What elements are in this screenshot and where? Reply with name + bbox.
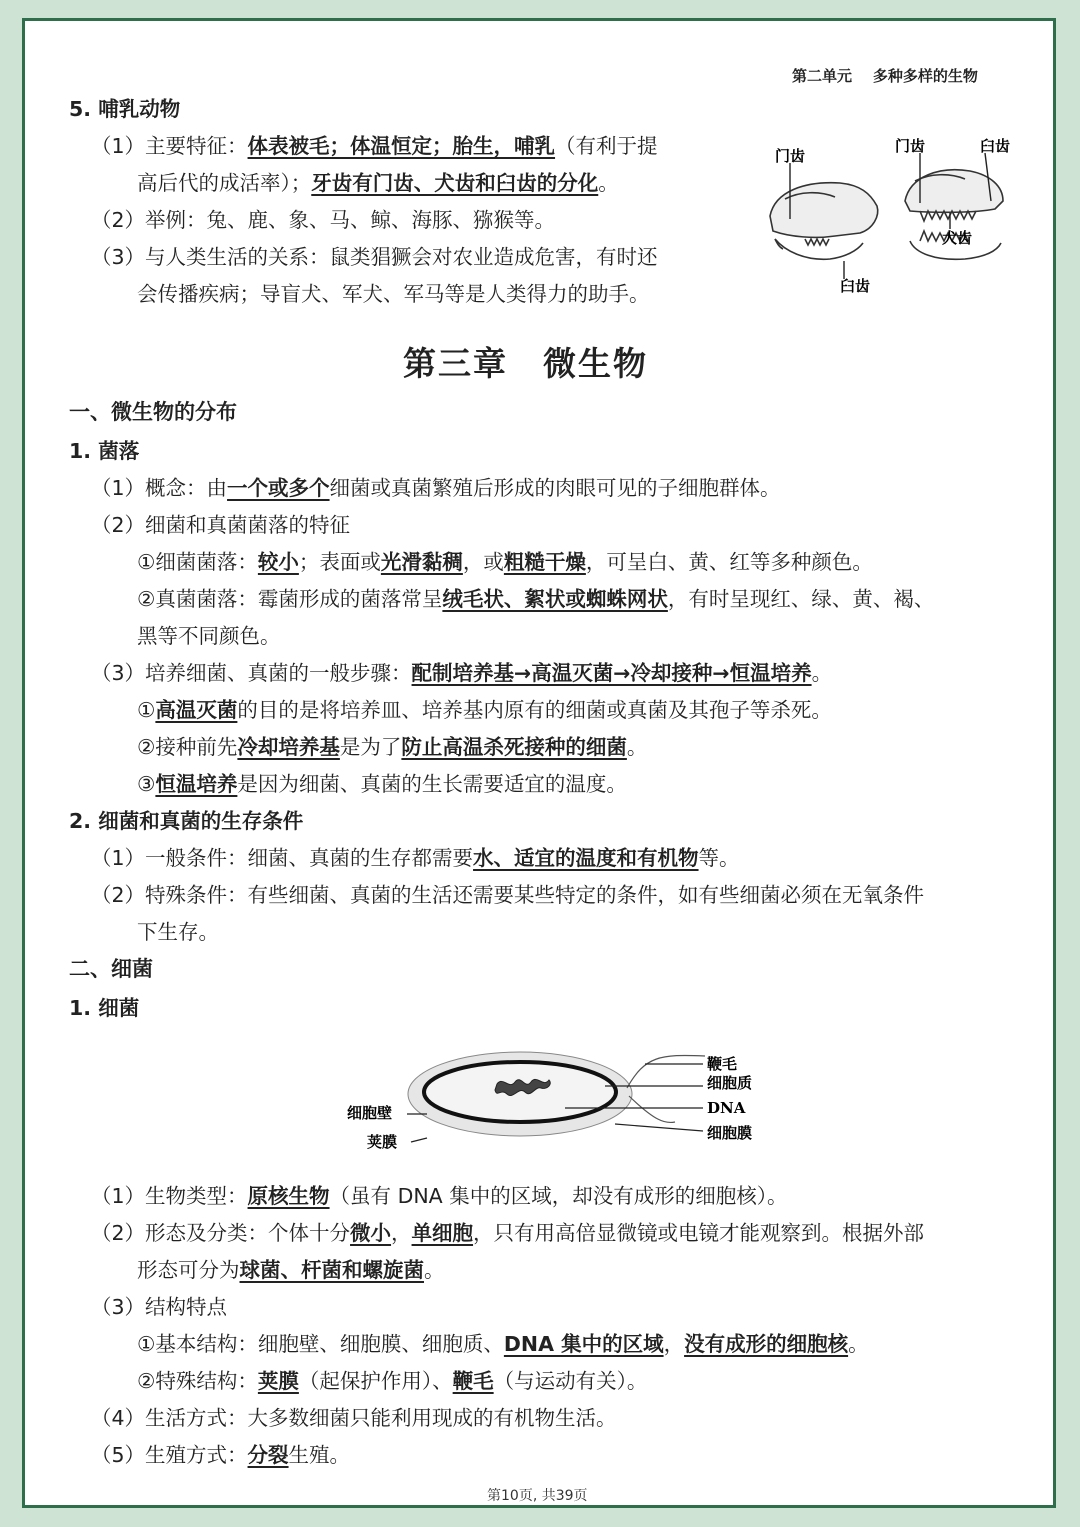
- survival-subheading: 2. 细菌和真菌的生存条件: [69, 809, 304, 833]
- herbivore-skull-drawing: [770, 183, 878, 260]
- colony-line-4: ②真菌菌落：霉菌形成的菌落常呈绒毛状、絮状或蜘蛛网状，有时呈现红、绿、黄、褐、: [137, 587, 935, 611]
- bacterium-figure: [315, 1026, 755, 1171]
- colony-line-2: （2）细菌和真菌菌落的特征: [91, 513, 351, 537]
- flagellum-shape: [627, 1055, 705, 1088]
- dna-label: DNA: [707, 1099, 746, 1117]
- bacteria-subheading: 1. 细菌: [69, 996, 140, 1020]
- teeth-figure: [745, 121, 1015, 301]
- mammal-heading: 5. 哺乳动物: [69, 97, 181, 121]
- bacteria-line-6: ②特殊结构：荚膜（起保护作用）、鞭毛（与运动有关）。: [137, 1369, 648, 1393]
- page-footer: 第10页, 共39页: [487, 1488, 588, 1504]
- incisor-label-left: 门齿: [775, 147, 806, 165]
- culture-step-3: ③恒温培养是因为细菌、真菌的生长需要适宜的温度。: [137, 772, 627, 796]
- bacteria-line-1: （1）生物类型：原核生物（虽有 DNA 集中的区域，却没有成形的细胞核）。: [91, 1184, 788, 1208]
- flagellum-label: 鞭毛: [707, 1055, 738, 1073]
- header-unit-title: 多种多样的生物: [872, 67, 978, 85]
- culture-steps-line: （3）培养细菌、真菌的一般步骤：配制培养基→高温灭菌→冷却接种→恒温培养。: [91, 661, 833, 685]
- colony-subheading: 1. 菌落: [69, 439, 140, 463]
- incisor-label-right: 门齿: [895, 137, 926, 155]
- chapter-title: 第三章 微生物: [403, 344, 648, 383]
- colony-line-5: 黑等不同颜色。: [137, 624, 281, 648]
- mammal-line-1: （1）主要特征：体表被毛；体温恒定；胎生，哺乳（有利于提: [91, 134, 658, 158]
- bacteria-line-8: （5）生殖方式：分裂生殖。: [91, 1443, 351, 1467]
- cell-membrane-label: 细胞膜: [707, 1124, 753, 1142]
- bacteria-line-2: （2）形态及分类：个体十分微小，单细胞，只有用高倍显微镜或电镜才能观察到。根据外部: [91, 1221, 925, 1245]
- page-header: [792, 65, 978, 86]
- survival-line-2: （2）特殊条件：有些细菌、真菌的生活还需要某些特定的条件，如有些细菌必须在无氧条件: [91, 883, 925, 907]
- document-page: [22, 18, 1056, 1508]
- colony-line-3: ①细菌菌落：较小；表面或光滑黏稠，或粗糙干燥，可呈白、黄、红等多种颜色。: [137, 550, 873, 574]
- mammal-line-5: 会传播疾病；导盲犬、军犬、军马等是人类得力的助手。: [137, 282, 650, 306]
- bacteria-line-4: （3）结构特点: [91, 1295, 228, 1319]
- bacteria-line-7: （4）生活方式：大多数细菌只能利用现成的有机物生活。: [91, 1406, 617, 1430]
- mammal-line-2: 高后代的成活率）；牙齿有门齿、犬齿和臼齿的分化。: [137, 171, 619, 195]
- bacteria-line-3: 形态可分为球菌、杆菌和螺旋菌。: [137, 1258, 445, 1282]
- section-2-heading: 二、细菌: [69, 957, 153, 981]
- cell-wall-label: 细胞壁: [347, 1104, 393, 1122]
- bacteria-line-5: ①基本结构：细胞壁、细胞膜、细胞质、DNA 集中的区域，没有成形的细胞核。: [137, 1332, 869, 1356]
- header-unit: 第二单元: [792, 67, 853, 85]
- colony-line-1: （1）概念：由一个或多个细菌或真菌繁殖后形成的肉眼可见的子细胞群体。: [91, 476, 781, 500]
- molar-label-right: 臼齿: [980, 137, 1011, 155]
- cell-wall-shape: [424, 1062, 616, 1122]
- molar-label-left: 臼齿: [840, 277, 871, 295]
- culture-step-2: ②接种前先冷却培养基是为了防止高温杀死接种的细菌。: [137, 735, 648, 759]
- culture-step-1: ①高温灭菌的目的是将培养皿、培养基内原有的细菌或真菌及其孢子等杀死。: [137, 698, 832, 722]
- mammal-line-3: （2）举例：兔、鹿、象、马、鲸、海豚、猕猴等。: [91, 208, 556, 232]
- mammal-line-4: （3）与人类生活的关系：鼠类猖獗会对农业造成危害，有时还: [91, 245, 658, 269]
- capsule-label: 荚膜: [367, 1133, 398, 1151]
- survival-line-3: 下生存。: [137, 920, 219, 944]
- section-1-heading: 一、微生物的分布: [69, 400, 237, 424]
- survival-line-1: （1）一般条件：细菌、真菌的生存都需要水、适宜的温度和有机物等。: [91, 846, 740, 870]
- canine-label: 犬齿: [942, 229, 973, 247]
- cytoplasm-label: 细胞质: [707, 1074, 753, 1092]
